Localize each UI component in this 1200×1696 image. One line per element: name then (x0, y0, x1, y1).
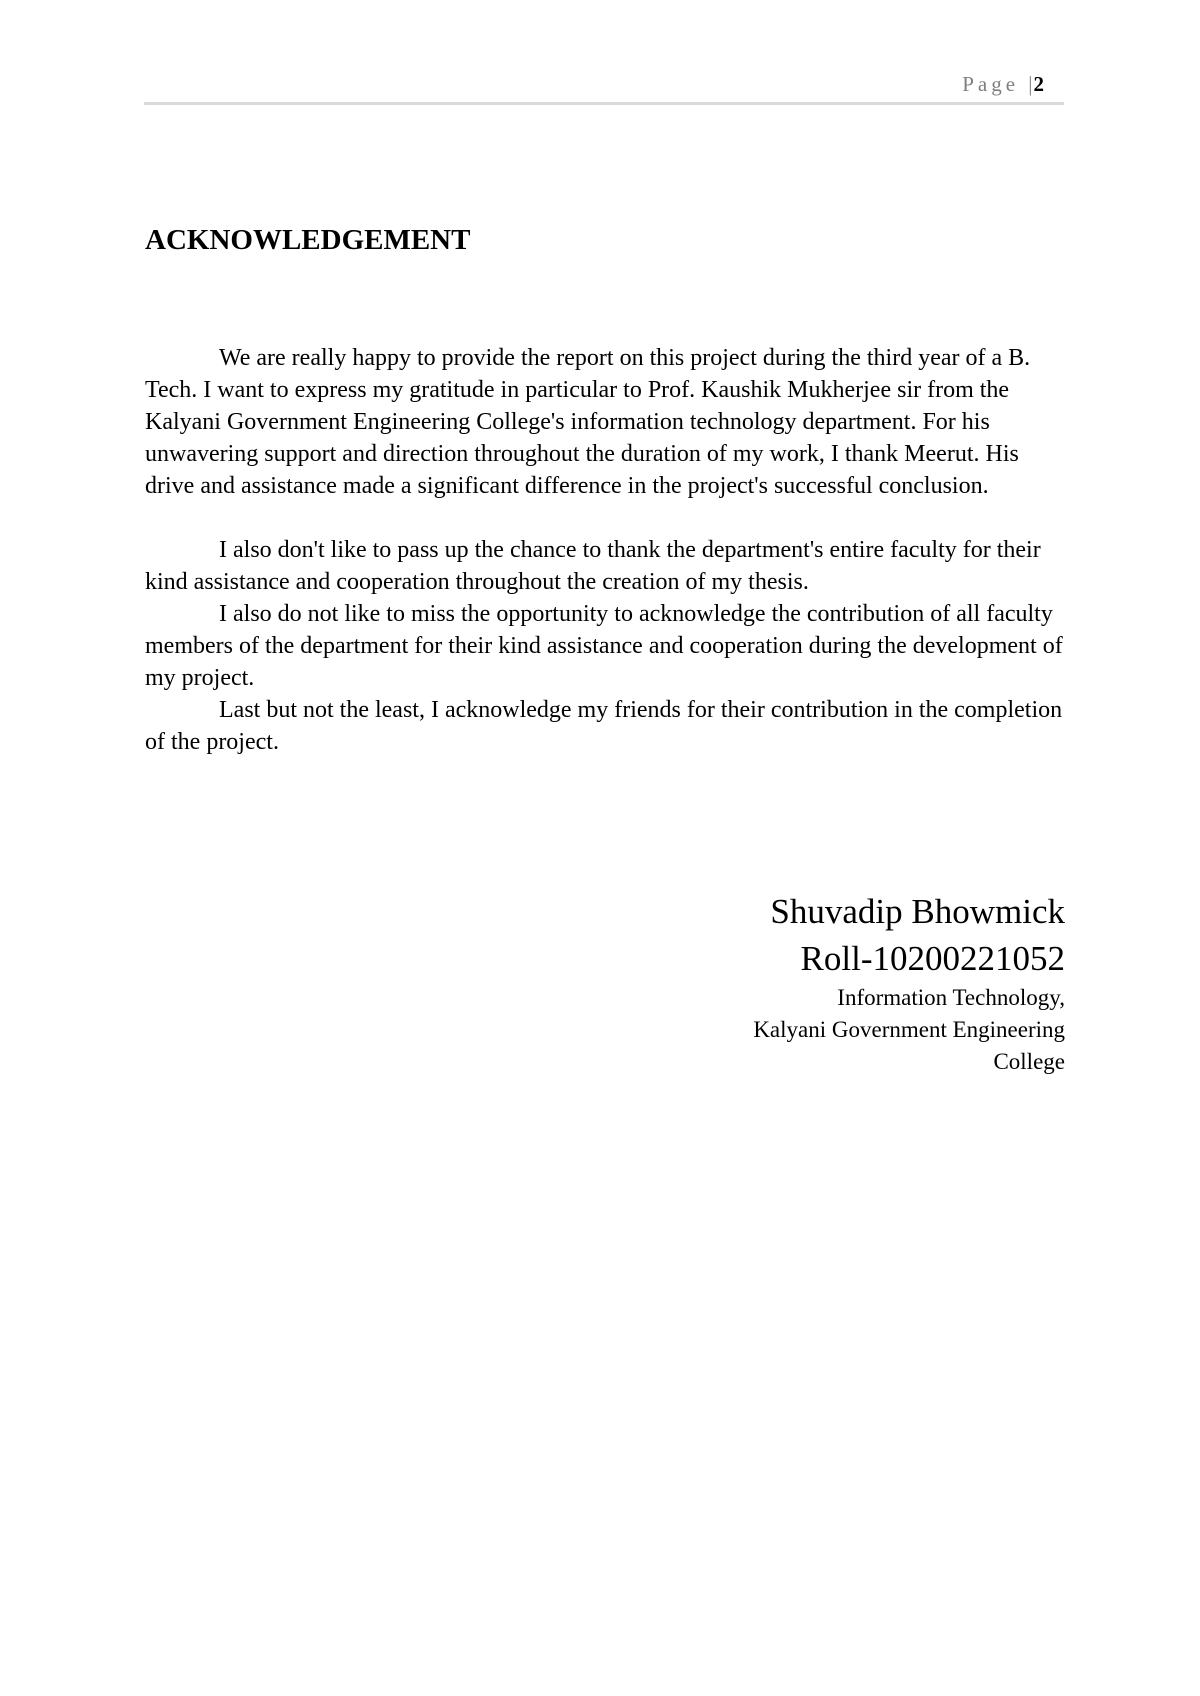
acknowledgement-body (145, 342, 1070, 758)
college-name: Kalyani Government Engineering College (753, 1017, 1065, 1074)
paragraph-gratitude: We are really happy to provide the report on this project during the third year of a B. Tech. I want to express my gratitude in particular to Prof. Kaushik Mukherjee sir from the Kalyani Government Engineering College's information technology department. For his unwavering support and direction throughout the duration of my work, I thank Meerut. His drive and assistance made a significant difference in the project's successful conclusion. (145, 345, 1031, 499)
paragraph-faculty-contribution: I also do not like to miss the opportunity to acknowledge the contribution of all faculty members of the department for their kind assistance and cooperation during the development of my project. (145, 601, 1063, 691)
page-number: 2 (1033, 72, 1044, 96)
page-header (144, 68, 1064, 105)
paragraph-faculty-thanks: I also don't like to pass up the chance to thank the department's entire faculty for their kind assistance and cooperation throughout the creation of my thesis. (145, 537, 1041, 595)
signature-block (545, 888, 1065, 1078)
page-label: Page (962, 72, 1020, 96)
author-name: Shuvadip Bhowmick (770, 892, 1065, 931)
paragraph-friends: Last but not the least, I acknowledge my friends for their contribution in the completion of the project. (145, 697, 1063, 755)
roll-number: Roll-10200221052 (800, 939, 1065, 978)
page-separator: | (1028, 72, 1034, 96)
department-name: Information Technology, (837, 985, 1065, 1010)
page-number-label (962, 72, 1044, 97)
page-title: ACKNOWLEDGEMENT (145, 224, 471, 256)
